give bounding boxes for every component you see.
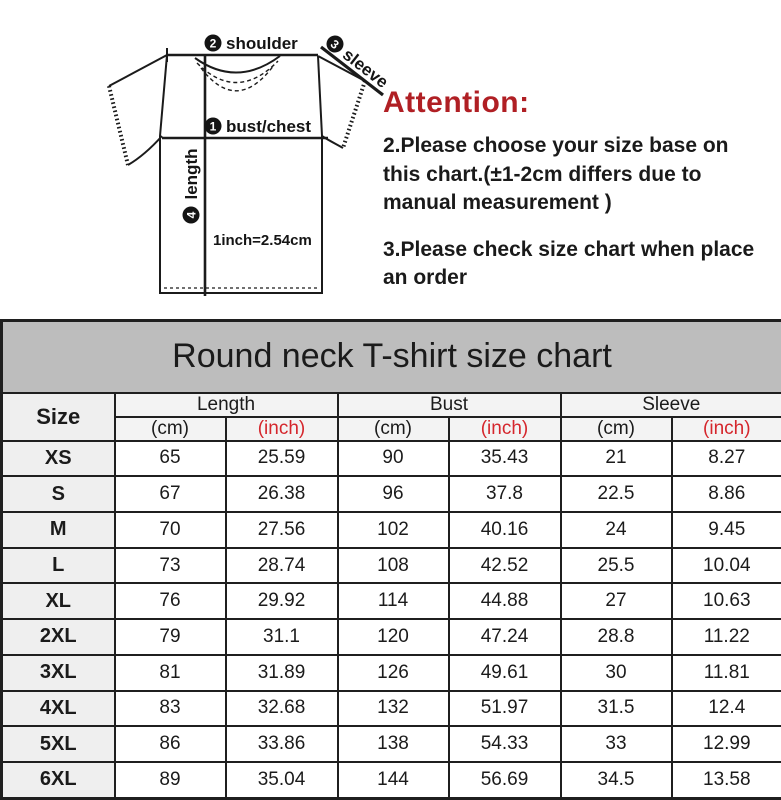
table-row — [2, 619, 781, 655]
length-cm-cell: 89 — [115, 762, 226, 799]
unit-header-length-cm: (cm) — [115, 417, 226, 441]
length-inch-cell: 28.74 — [226, 548, 338, 584]
bust-cm-cell: 108 — [338, 548, 449, 584]
collar-stitch-arc-2 — [201, 65, 274, 91]
table-row — [2, 512, 781, 548]
table-row — [2, 726, 781, 762]
length-cm-cell: 67 — [115, 476, 226, 512]
size-cell: XL — [2, 583, 115, 619]
bust-cm-cell: 132 — [338, 691, 449, 727]
sleeve-inch-cell: 8.27 — [672, 441, 781, 477]
table-group-header-row — [2, 393, 781, 417]
sleeve-inch-cell: 9.45 — [672, 512, 781, 548]
size-cell: XS — [2, 441, 115, 477]
bust-cm-cell: 90 — [338, 441, 449, 477]
diagram-labels — [182, 32, 392, 249]
unit-header-sleeve-inch: (inch) — [672, 417, 781, 441]
size-cell: S — [2, 476, 115, 512]
sleeve-cm-cell: 22.5 — [561, 476, 672, 512]
bust-inch-cell: 37.8 — [449, 476, 561, 512]
bust-cm-cell: 126 — [338, 655, 449, 691]
sleeve-cm-cell: 24 — [561, 512, 672, 548]
table-title-row — [2, 321, 781, 393]
size-chart-table — [0, 319, 781, 800]
table-row — [2, 655, 781, 691]
table-row — [2, 476, 781, 512]
length-cm-cell: 83 — [115, 691, 226, 727]
table-row — [2, 762, 781, 799]
bust-inch-cell: 49.61 — [449, 655, 561, 691]
col-header-bust: Bust — [338, 393, 561, 417]
length-cm-cell: 65 — [115, 441, 226, 477]
length-inch-cell: 31.1 — [226, 619, 338, 655]
bust-cm-cell: 102 — [338, 512, 449, 548]
col-header-sleeve: Sleeve — [561, 393, 781, 417]
sleeve-cm-cell: 31.5 — [561, 691, 672, 727]
bust-inch-cell: 35.43 — [449, 441, 561, 477]
sleeve-cm-cell: 28.8 — [561, 619, 672, 655]
unit-header-bust-cm: (cm) — [338, 417, 449, 441]
col-header-size: Size — [2, 393, 115, 441]
sleeve-inch-cell: 10.04 — [672, 548, 781, 584]
length-inch-cell: 32.68 — [226, 691, 338, 727]
left-cuff-stitching — [109, 86, 128, 165]
size-cell: 3XL — [2, 655, 115, 691]
sleeve-inch-cell: 12.4 — [672, 691, 781, 727]
sleeve-cm-cell: 33 — [561, 726, 672, 762]
unit-header-length-inch: (inch) — [226, 417, 338, 441]
bust-inch-cell: 44.88 — [449, 583, 561, 619]
unit-header-sleeve-cm: (cm) — [561, 417, 672, 441]
attention-note-3: 3.Please check size chart when place an order — [383, 237, 755, 290]
sleeve-inch-cell: 11.81 — [672, 655, 781, 691]
sleeve-cm-cell: 25.5 — [561, 548, 672, 584]
bust-cm-cell: 96 — [338, 476, 449, 512]
size-cell: 6XL — [2, 762, 115, 799]
bust-inch-cell: 51.97 — [449, 691, 561, 727]
inch-conversion-note: 1inch=2.54cm — [213, 232, 312, 249]
tshirt-measurement-diagram — [95, 18, 395, 312]
shoulder-label: shoulder — [226, 34, 298, 53]
length-label: length — [182, 148, 201, 200]
bust-inch-cell: 56.69 — [449, 762, 561, 799]
right-cuff-stitching — [343, 81, 365, 148]
table-row — [2, 583, 781, 619]
bust-cm-cell: 114 — [338, 583, 449, 619]
table-row — [2, 691, 781, 727]
bust-inch-cell: 40.16 — [449, 512, 561, 548]
unit-header-bust-inch: (inch) — [449, 417, 561, 441]
length-cm-cell: 73 — [115, 548, 226, 584]
table-row — [2, 548, 781, 584]
size-cell: 2XL — [2, 619, 115, 655]
bust-inch-cell: 47.24 — [449, 619, 561, 655]
badge-4-number: 4 — [184, 211, 199, 219]
length-cm-cell: 76 — [115, 583, 226, 619]
bust-chest-label: bust/chest — [226, 117, 312, 136]
length-cm-cell: 86 — [115, 726, 226, 762]
table-unit-header-row — [2, 417, 781, 441]
sleeve-inch-cell: 12.99 — [672, 726, 781, 762]
badge-3-number: 3 — [327, 36, 342, 52]
size-cell: 4XL — [2, 691, 115, 727]
col-header-length: Length — [115, 393, 338, 417]
length-inch-cell: 26.38 — [226, 476, 338, 512]
sleeve-cm-cell: 30 — [561, 655, 672, 691]
length-inch-cell: 33.86 — [226, 726, 338, 762]
length-inch-cell: 25.59 — [226, 441, 338, 477]
sleeve-cm-cell: 27 — [561, 583, 672, 619]
length-inch-cell: 35.04 — [226, 762, 338, 799]
tshirt-outline — [109, 55, 365, 293]
attention-panel — [383, 86, 768, 311]
bust-inch-cell: 54.33 — [449, 726, 561, 762]
length-cm-cell: 81 — [115, 655, 226, 691]
table-body — [2, 441, 781, 799]
badge-1-number: 1 — [209, 119, 217, 134]
sleeve-cm-cell: 34.5 — [561, 762, 672, 799]
length-cm-cell: 79 — [115, 619, 226, 655]
bust-cm-cell: 138 — [338, 726, 449, 762]
bust-cm-cell: 144 — [338, 762, 449, 799]
attention-note-2: 2.Please choose your size base on this chart.(±1-2cm differs due to manual measurement ) — [383, 134, 729, 215]
bust-cm-cell: 120 — [338, 619, 449, 655]
badge-2-number: 2 — [209, 36, 217, 51]
bust-inch-cell: 42.52 — [449, 548, 561, 584]
sleeve-inch-cell: 10.63 — [672, 583, 781, 619]
table-title: Round neck T-shirt size chart — [2, 321, 781, 393]
length-cm-cell: 70 — [115, 512, 226, 548]
sleeve-inch-cell: 8.86 — [672, 476, 781, 512]
size-cell: M — [2, 512, 115, 548]
sleeve-inch-cell: 11.22 — [672, 619, 781, 655]
size-cell: 5XL — [2, 726, 115, 762]
sleeve-label: sleeve — [339, 44, 392, 92]
sleeve-inch-cell: 13.58 — [672, 762, 781, 799]
size-cell: L — [2, 548, 115, 584]
sleeve-cm-cell: 21 — [561, 441, 672, 477]
attention-title: Attention: — [383, 86, 530, 119]
length-inch-cell: 29.92 — [226, 583, 338, 619]
length-inch-cell: 27.56 — [226, 512, 338, 548]
table-row — [2, 441, 781, 477]
length-inch-cell: 31.89 — [226, 655, 338, 691]
